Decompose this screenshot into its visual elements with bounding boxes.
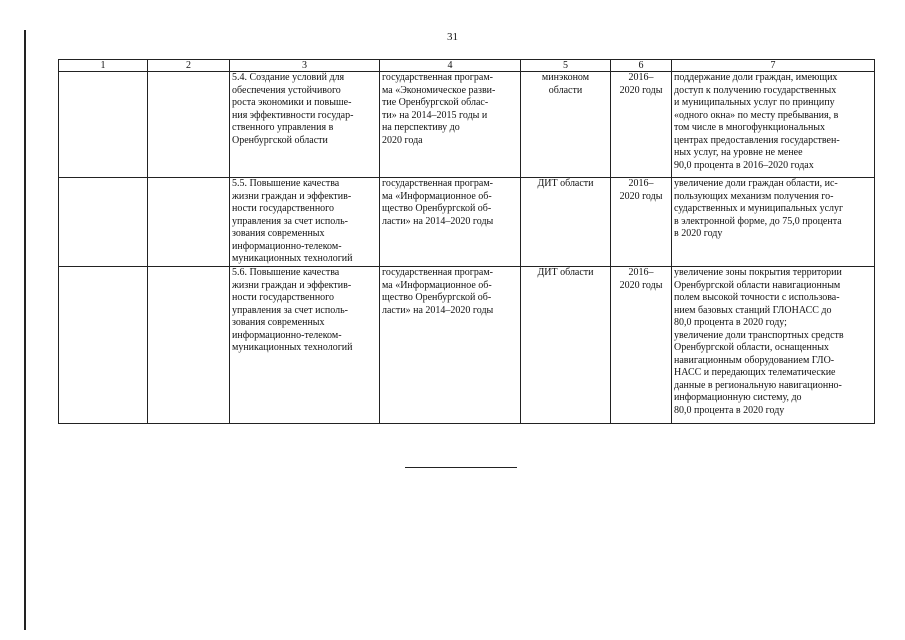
text-line: на перспективу до [382, 122, 460, 133]
text-line: зования современных [232, 228, 325, 239]
header-row [59, 60, 875, 72]
cell-col1 [59, 178, 148, 267]
text-line: поддержание доли граждан, имеющих [674, 72, 838, 83]
text-line: ности государственного [232, 203, 335, 214]
cell-indicator [672, 178, 875, 267]
table-row [59, 178, 875, 267]
text-line: навигационным оборудованием ГЛО- [674, 354, 835, 366]
text-line: обеспечения устойчивого [232, 84, 341, 96]
text-line: Оренбургской области, оснащенных [674, 342, 829, 353]
table-row [59, 267, 875, 424]
header-cell: 7 [672, 60, 875, 72]
text-line: ности государственного [232, 292, 335, 303]
text-line: жизни граждан и эффектив- [232, 279, 352, 291]
text-line: минэконом [541, 72, 590, 83]
text-line: том числе в многофункциональных [674, 122, 826, 133]
text-line: «одного окна» по месту пребывания, в [674, 109, 839, 121]
text-line: государственная програм- [382, 267, 494, 278]
text-line: 2020 года [382, 134, 423, 146]
text-line: данные в региональную навигационно- [674, 379, 842, 391]
table-row [59, 72, 875, 178]
text-line: ДИТ области [537, 267, 594, 278]
cell-measure [230, 178, 380, 267]
cell-col1 [59, 267, 148, 424]
text-line: ма «Экономическое разви- [382, 84, 496, 96]
cell-indicator [672, 267, 875, 424]
header-cell: 3 [230, 60, 380, 72]
cell-indicator [672, 72, 875, 178]
text-line: информационно-телеком- [232, 240, 342, 252]
text-line: пользующих механизм получения го- [674, 190, 834, 202]
cell-measure [230, 267, 380, 424]
cell-col2 [148, 267, 230, 424]
text-line: Оренбургской области [232, 134, 328, 146]
text-line: области [548, 84, 583, 96]
header-cell: 1 [59, 60, 148, 72]
cell-program [380, 72, 521, 178]
text-line: НАСС и передающих телематические [674, 367, 836, 378]
text-line: 2016– [628, 178, 654, 189]
text-line: жизни граждан и эффектив- [232, 190, 352, 202]
text-line: увеличение доли транспортных средств [674, 329, 844, 341]
cell-period [611, 267, 672, 424]
text-line: и муниципальных услуг по принципу [674, 97, 835, 108]
left-margin-rule [24, 30, 26, 630]
text-line: 80,0 процента в 2020 году [674, 404, 785, 416]
cell-col1 [59, 72, 148, 178]
text-line: 2016– [628, 267, 654, 278]
header-cell: 2 [148, 60, 230, 72]
text-line: ДИТ области [537, 178, 594, 189]
text-line: государственная програм- [382, 178, 494, 189]
text-line: 2016– [628, 72, 654, 83]
text-line: ласти» на 2014–2020 годы [382, 304, 494, 316]
cell-period [611, 178, 672, 267]
text-line: управления за счет исполь- [232, 215, 348, 227]
text-line: роста экономики и повыше- [232, 97, 352, 108]
cell-col2 [148, 72, 230, 178]
cell-executor [521, 178, 611, 267]
cell-program [380, 178, 521, 267]
text-line: ных услуг, на уровне не менее [674, 147, 803, 158]
text-line: 5.5. Повышение качества [232, 178, 340, 189]
text-line: щество Оренбургской об- [382, 203, 492, 214]
text-line: зования современных [232, 317, 325, 328]
text-line: ласти» на 2014–2020 годы [382, 215, 494, 227]
text-line: тие Оренбургской облас- [382, 97, 489, 108]
text-line: управления за счет исполь- [232, 304, 348, 316]
text-line: в электронной форме, до 75,0 процента [674, 215, 842, 227]
text-line: 2020 годы [619, 190, 663, 202]
text-line: 5.4. Создание условий для [232, 72, 345, 83]
text-line: муникационных технологий [232, 342, 353, 353]
text-line: доступ к получению государственных [674, 84, 837, 96]
text-line: ти» на 2014–2015 годы и [382, 109, 488, 121]
text-line: полем высокой точности с использова- [674, 292, 840, 303]
text-line: 2020 годы [619, 84, 663, 96]
program-table [58, 59, 875, 424]
cell-executor [521, 72, 611, 178]
text-line: в 2020 году [674, 228, 723, 239]
text-line: 5.6. Повышение качества [232, 267, 340, 278]
text-line: информационно-телеком- [232, 329, 342, 341]
text-line: Оренбургской области навигационным [674, 279, 841, 291]
text-line: увеличение зоны покрытия территории [674, 267, 842, 278]
text-line: 80,0 процента в 2020 году; [674, 317, 787, 328]
text-line: увеличение доли граждан области, ис- [674, 178, 838, 189]
text-line: информационную систему, до [674, 392, 802, 403]
cell-program [380, 267, 521, 424]
text-line: 90,0 процента в 2016–2020 годах [674, 159, 814, 171]
text-line: государственная програм- [382, 72, 494, 83]
header-cell: 4 [380, 60, 521, 72]
text-line: нием базовых станций ГЛОНАСС до [674, 304, 832, 316]
text-line: 2020 годы [619, 279, 663, 291]
text-line: щество Оренбургской об- [382, 292, 492, 303]
footer-divider [405, 467, 517, 468]
cell-executor [521, 267, 611, 424]
cell-period [611, 72, 672, 178]
text-line: сударственных и муниципальных услуг [674, 203, 844, 214]
page-number: 31 [447, 31, 458, 43]
text-line: ния эффективности государ- [232, 109, 354, 121]
text-line: ственного управления в [232, 122, 334, 133]
header-cell: 5 [521, 60, 611, 72]
cell-measure [230, 72, 380, 178]
cell-col2 [148, 178, 230, 267]
text-line: ма «Информационное об- [382, 190, 492, 202]
text-line: центрах предоставления государствен- [674, 134, 840, 146]
text-line: муникационных технологий [232, 253, 353, 264]
text-line: ма «Информационное об- [382, 279, 492, 291]
header-cell: 6 [611, 60, 672, 72]
